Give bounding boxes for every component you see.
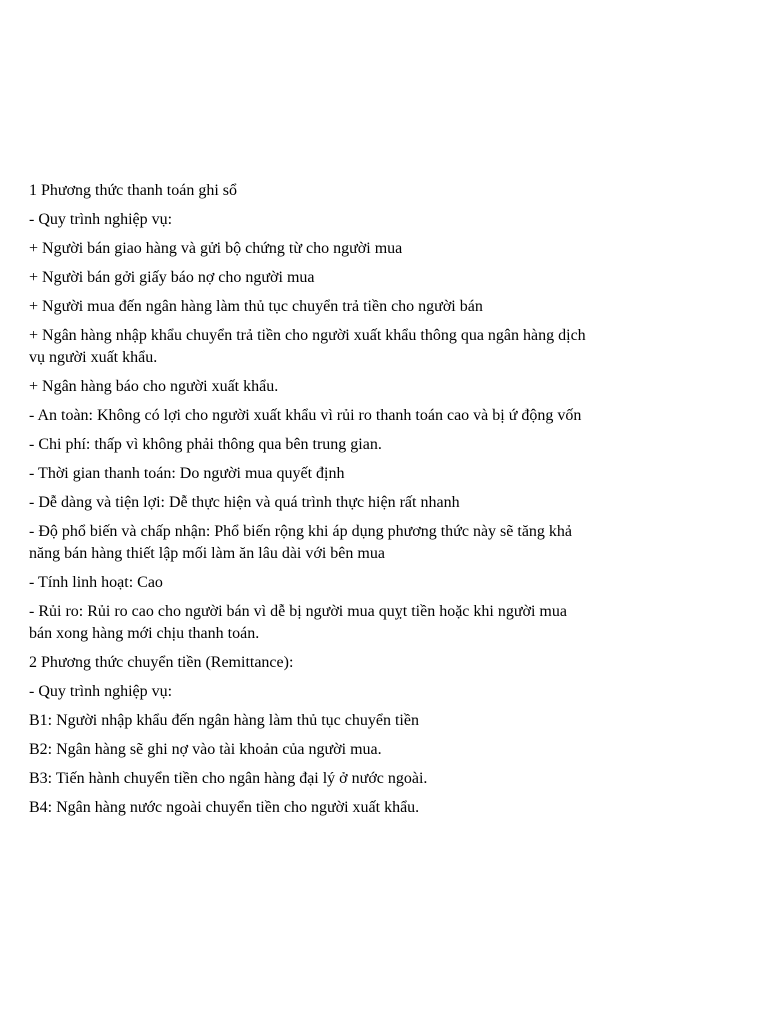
list-item: - Độ phổ biến và chấp nhận: Phổ biến rộng khi áp dụng phương thức này sẽ tăng khả năng bán hàng thiết lập mối làm ăn lâu dài với bên mua [29, 523, 573, 562]
list-item: + Ngân hàng báo cho người xuất khẩu. [29, 378, 279, 395]
step-item: B1: Người nhập khẩu đến ngân hàng làm thủ tục chuyển tiền [29, 712, 419, 729]
list-item: + Người bán gởi giấy báo nợ cho người mua [29, 269, 315, 286]
list-item: + Ngân hàng nhập khẩu chuyển trả tiền cho người xuất khẩu thông qua ngân hàng dịch vụ người xuất khẩu. [29, 327, 586, 366]
list-item: - Thời gian thanh toán: Do người mua quyết định [29, 465, 345, 482]
list-item: - Dễ dàng và tiện lợi: Dễ thực hiện và quá trình thực hiện rất nhanh [29, 494, 460, 511]
step-item: B4: Ngân hàng nước ngoài chuyển tiền cho người xuất khẩu. [29, 799, 420, 816]
heading-section-2: 2 Phương thức chuyển tiền (Remittance): [29, 654, 294, 671]
list-item: - An toàn: Không có lợi cho người xuất khẩu vì rủi ro thanh toán cao và bị ứ động vốn [29, 407, 582, 424]
list-item: - Quy trình nghiệp vụ: [29, 211, 173, 228]
document-body [29, 180, 589, 826]
heading-section-1: 1 Phương thức thanh toán ghi sổ [29, 182, 238, 199]
list-item: - Quy trình nghiệp vụ: [29, 683, 173, 700]
step-item: B2: Ngân hàng sẽ ghi nợ vào tài khoản của người mua. [29, 741, 382, 758]
list-item: + Người mua đến ngân hàng làm thủ tục chuyển trả tiền cho người bán [29, 298, 483, 315]
step-item: B3: Tiến hành chuyển tiền cho ngân hàng đại lý ở nước ngoài. [29, 770, 428, 787]
list-item: - Tính linh hoạt: Cao [29, 574, 163, 591]
list-item: + Người bán giao hàng và gửi bộ chứng từ cho người mua [29, 240, 403, 257]
list-item: - Rủi ro: Rủi ro cao cho người bán vì dễ bị người mua quỵt tiền hoặc khi người mua bán xong hàng mới chịu thanh toán. [29, 603, 567, 642]
list-item: - Chi phí: thấp vì không phải thông qua bên trung gian. [29, 436, 382, 453]
